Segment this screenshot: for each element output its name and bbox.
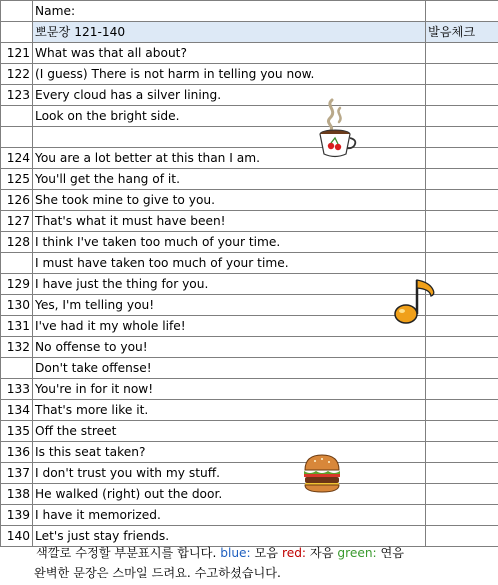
sentence-cell: Yes, I'm telling you! bbox=[33, 295, 426, 316]
instructions-footer bbox=[0, 543, 498, 583]
name-label: Name: bbox=[33, 1, 426, 22]
table-row bbox=[1, 253, 498, 274]
table-row bbox=[1, 400, 498, 421]
pronunciation-check-cell bbox=[426, 505, 498, 526]
corner-cell bbox=[1, 1, 33, 22]
sentence-cell: That's what it must have been! bbox=[33, 211, 426, 232]
sentence-cell: (I guess) There is not harm in telling you now. bbox=[33, 64, 426, 85]
pronunciation-check-cell bbox=[426, 232, 498, 253]
pronunciation-check-cell bbox=[426, 211, 498, 232]
table-row bbox=[1, 337, 498, 358]
table-row bbox=[1, 421, 498, 442]
row-number: 128 bbox=[1, 232, 33, 253]
legend-intro: 색깔로 수정할 부분표시를 합니다. bbox=[36, 546, 217, 560]
table-row bbox=[1, 442, 498, 463]
legend-green-label: green: bbox=[337, 546, 377, 560]
table-row bbox=[1, 106, 498, 127]
pronunciation-check-cell bbox=[426, 64, 498, 85]
hamburger-icon bbox=[302, 452, 342, 494]
sentence-cell: I've had it my whole life! bbox=[33, 316, 426, 337]
sentence-cell: What was that all about? bbox=[33, 43, 426, 64]
sentence-cell: You are a lot better at this than I am. bbox=[33, 148, 426, 169]
pronunciation-check-cell bbox=[426, 442, 498, 463]
table-row bbox=[1, 148, 498, 169]
row-number: 124 bbox=[1, 148, 33, 169]
sentence-cell: I don't trust you with my stuff. bbox=[33, 463, 426, 484]
header-row bbox=[1, 22, 498, 43]
closing-note: 완벽한 문장은 스마일 드려요. 수고하셨습니다. bbox=[34, 566, 281, 580]
sentence-cell: She took mine to give to you. bbox=[33, 190, 426, 211]
sentence-cell: I have just the thing for you. bbox=[33, 274, 426, 295]
sentence-cell: I have it memorized. bbox=[33, 505, 426, 526]
sentence-cell: No offense to you! bbox=[33, 337, 426, 358]
row-number bbox=[1, 106, 33, 127]
pronunciation-check-cell bbox=[426, 148, 498, 169]
row-number bbox=[1, 253, 33, 274]
row-number bbox=[1, 127, 33, 148]
sentence-cell: You'll get the hang of it. bbox=[33, 169, 426, 190]
sentence-cell: Let's just stay friends. bbox=[33, 526, 426, 547]
row-number: 131 bbox=[1, 316, 33, 337]
pronunciation-check-cell bbox=[426, 43, 498, 64]
row-number: 121 bbox=[1, 43, 33, 64]
sentence-cell: That's more like it. bbox=[33, 400, 426, 421]
pronunciation-check-cell bbox=[426, 127, 498, 148]
sentence-cell: Look on the bright side. bbox=[33, 106, 426, 127]
legend-green-value: 연음 bbox=[380, 546, 405, 560]
row-number: 139 bbox=[1, 505, 33, 526]
legend-red-label: red: bbox=[281, 546, 307, 560]
pronunciation-check-cell bbox=[426, 169, 498, 190]
row-number: 136 bbox=[1, 442, 33, 463]
legend-red-value: 자음 bbox=[309, 546, 334, 560]
sentence-cell: Is this seat taken? bbox=[33, 442, 426, 463]
row-number: 127 bbox=[1, 211, 33, 232]
row-number: 140 bbox=[1, 526, 33, 547]
color-legend-line bbox=[0, 543, 498, 563]
table-row bbox=[1, 379, 498, 400]
name-row-check-cell bbox=[426, 1, 498, 22]
pronunciation-check-cell bbox=[426, 106, 498, 127]
check-column-header: 발음체크 bbox=[426, 22, 498, 43]
row-number: 137 bbox=[1, 463, 33, 484]
row-number: 123 bbox=[1, 85, 33, 106]
sentence-cell: I think I've taken too much of your time. bbox=[33, 232, 426, 253]
sentence-cell: You're in for it now! bbox=[33, 379, 426, 400]
row-number: 135 bbox=[1, 421, 33, 442]
row-number: 138 bbox=[1, 484, 33, 505]
pronunciation-check-cell bbox=[426, 358, 498, 379]
pronunciation-check-cell bbox=[426, 463, 498, 484]
row-number: 134 bbox=[1, 400, 33, 421]
pronunciation-check-cell bbox=[426, 253, 498, 274]
table-row bbox=[1, 505, 498, 526]
table-row bbox=[1, 64, 498, 85]
pronunciation-check-cell bbox=[426, 484, 498, 505]
row-number: 122 bbox=[1, 64, 33, 85]
pronunciation-check-cell bbox=[426, 400, 498, 421]
name-row bbox=[1, 1, 498, 22]
table-row bbox=[1, 169, 498, 190]
row-number: 132 bbox=[1, 337, 33, 358]
row-number: 133 bbox=[1, 379, 33, 400]
table-row bbox=[1, 190, 498, 211]
table-row bbox=[1, 211, 498, 232]
sentence-cell: Off the street bbox=[33, 421, 426, 442]
table-row bbox=[1, 358, 498, 379]
pronunciation-check-cell bbox=[426, 337, 498, 358]
table-row bbox=[1, 484, 498, 505]
header-corner-cell bbox=[1, 22, 33, 43]
table-row bbox=[1, 85, 498, 106]
legend-blue-value: 모음 bbox=[254, 546, 279, 560]
sentence-cell bbox=[33, 127, 426, 148]
table-row bbox=[1, 463, 498, 484]
sentence-cell: I must have taken too much of your time. bbox=[33, 253, 426, 274]
coffee-cup-icon bbox=[316, 96, 358, 160]
legend-blue-label: blue: bbox=[220, 546, 251, 560]
row-number bbox=[1, 358, 33, 379]
table-row bbox=[1, 43, 498, 64]
sentence-cell: Don't take offense! bbox=[33, 358, 426, 379]
section-title: 뽀문장 121-140 bbox=[33, 22, 426, 43]
pronunciation-check-cell bbox=[426, 85, 498, 106]
pronunciation-check-cell bbox=[426, 421, 498, 442]
pronunciation-check-cell bbox=[426, 379, 498, 400]
row-number: 129 bbox=[1, 274, 33, 295]
music-note-icon bbox=[392, 274, 440, 326]
row-number: 126 bbox=[1, 190, 33, 211]
sentence-cell: He walked (right) out the door. bbox=[33, 484, 426, 505]
row-number: 125 bbox=[1, 169, 33, 190]
table-row bbox=[1, 127, 498, 148]
row-number: 130 bbox=[1, 295, 33, 316]
table-row bbox=[1, 232, 498, 253]
pronunciation-check-cell bbox=[426, 190, 498, 211]
sentence-cell: Every cloud has a silver lining. bbox=[33, 85, 426, 106]
